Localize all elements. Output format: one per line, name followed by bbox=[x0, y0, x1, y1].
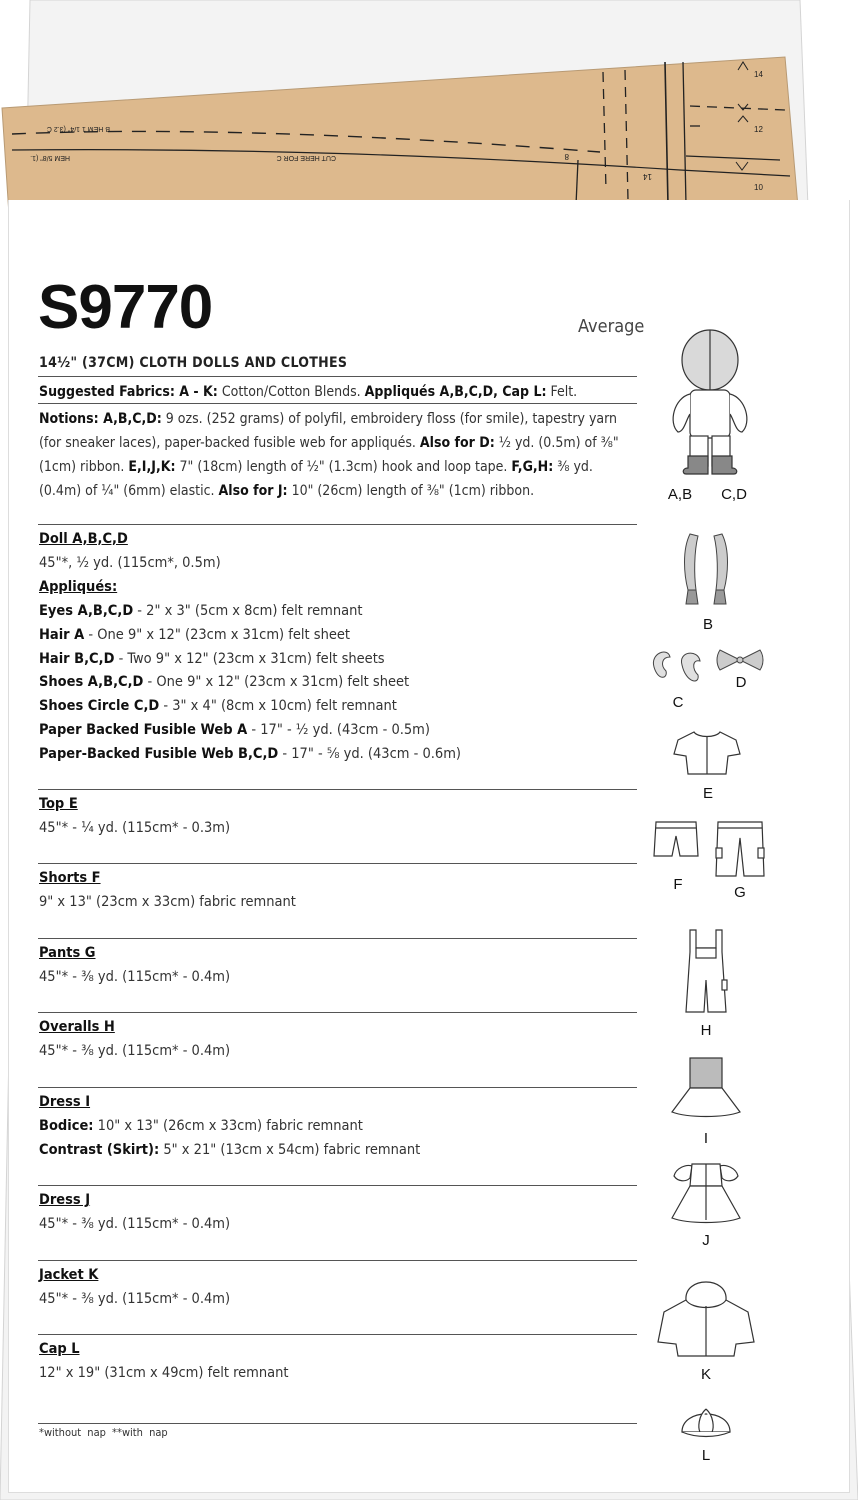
suggested-fabrics-label: Suggested Fabrics: A - K: bbox=[39, 384, 218, 400]
notions bbox=[39, 407, 629, 503]
applique-item-text: - 17" - ½ yd. (43cm - 0.5m) bbox=[247, 722, 430, 738]
appliques-heading: Appliqués: bbox=[39, 579, 118, 595]
section-heading: Pants G bbox=[39, 945, 96, 961]
illustration-label-d: D bbox=[735, 674, 747, 691]
section-heading: Jacket K bbox=[39, 1267, 99, 1283]
doll-illustration bbox=[660, 328, 760, 483]
divider bbox=[38, 863, 637, 864]
divider bbox=[38, 1260, 637, 1261]
section-line bbox=[39, 820, 230, 836]
applique-item-label: Paper Backed Fusible Web A bbox=[39, 722, 248, 738]
doll-heading: Doll A,B,C,D bbox=[39, 531, 128, 547]
divider bbox=[38, 938, 637, 939]
difficulty-label: Average bbox=[578, 316, 645, 337]
notions-text-d: ½ yd. (0.5m) of ⅜" (1cm) ribbon. bbox=[39, 435, 619, 475]
notions-label-eijk: E,I,J,K: bbox=[128, 459, 176, 475]
section-line bbox=[39, 969, 230, 985]
applique-item bbox=[39, 746, 461, 762]
section-line bbox=[39, 1142, 420, 1158]
section-heading: Shorts F bbox=[39, 870, 101, 886]
dress-i-illustration bbox=[668, 1054, 744, 1120]
notions-label-d: Also for D: bbox=[419, 435, 495, 451]
illustration-label-e: E bbox=[702, 785, 713, 802]
notions-text-eijk: 7" (18cm) length of ½" (1.3cm) hook and loop tape. bbox=[175, 459, 512, 475]
shorts-illustration bbox=[652, 818, 700, 860]
section-line-text: 45"* - ⅜ yd. (115cm* - 0.4m) bbox=[39, 1291, 231, 1307]
illustration-label-ab: A,B bbox=[667, 486, 693, 503]
doll-fabric: 45"*, ½ yd. (115cm*, 0.5m) bbox=[39, 555, 221, 571]
tissue-hem-label: HEM 5/8" (1. bbox=[30, 154, 70, 161]
appliques-fabric-text: Felt. bbox=[546, 384, 578, 400]
applique-item-label: Shoes Circle C,D bbox=[39, 698, 160, 715]
notions-label-j: Also for J: bbox=[218, 483, 288, 499]
footnote: *without nap **with nap bbox=[39, 1426, 168, 1439]
tissue-mark-10: 10 bbox=[754, 183, 763, 192]
pants-illustration bbox=[714, 818, 766, 880]
section-line bbox=[39, 894, 296, 910]
section-line-label: Contrast (Skirt): bbox=[39, 1142, 160, 1158]
applique-item-label: Paper-Backed Fusible Web B,C,D bbox=[39, 745, 279, 762]
suggested-fabrics bbox=[39, 380, 629, 404]
suggested-fabrics-text: Cotton/Cotton Blends. bbox=[217, 384, 365, 400]
applique-item bbox=[39, 627, 350, 643]
divider bbox=[38, 403, 637, 404]
section-line-text: 9" x 13" (23cm x 33cm) fabric remnant bbox=[39, 894, 296, 910]
applique-item bbox=[39, 674, 409, 690]
divider bbox=[38, 789, 637, 790]
illustration-label-j: J bbox=[702, 1232, 710, 1249]
notions-text: 9 ozs. (252 grams) of polyfil, embroidery floss (for smile), tapestry yarn (for sneaker laces), paper-backed fusible web for appliqués. bbox=[39, 411, 618, 451]
applique-item-text: - 2" x 3" (5cm x 8cm) felt remnant bbox=[133, 603, 363, 619]
section-line-text: 5" x 21" (13cm x 54cm) fabric remnant bbox=[159, 1142, 421, 1158]
section-heading: Top E bbox=[39, 796, 78, 812]
applique-item bbox=[39, 603, 362, 619]
divider bbox=[38, 1334, 637, 1335]
divider bbox=[38, 376, 637, 377]
tissue-cut-here-label: CUT HERE FOR C bbox=[276, 154, 336, 161]
applique-item-label: Eyes A,B,C,D bbox=[39, 603, 134, 619]
section-heading: Dress J bbox=[39, 1192, 91, 1208]
pattern-title: 14½" (37CM) CLOTH DOLLS AND CLOTHES bbox=[39, 355, 348, 371]
section-heading: Overalls H bbox=[39, 1019, 115, 1035]
illustration-label-cd: C,D bbox=[721, 486, 747, 503]
section-line bbox=[39, 1291, 230, 1307]
applique-item-text: - One 9" x 12" (23cm x 31cm) felt sheet bbox=[143, 674, 410, 691]
illustration-label-k: K bbox=[700, 1366, 711, 1383]
divider bbox=[38, 524, 637, 525]
top-illustration bbox=[672, 728, 742, 778]
divider bbox=[38, 1185, 637, 1186]
section-line-text: 12" x 19" (31cm x 49cm) felt remnant bbox=[39, 1365, 289, 1381]
tissue-mark-14a: 14 bbox=[754, 70, 763, 79]
braids-illustration bbox=[676, 530, 736, 610]
hair-pieces-illustration bbox=[648, 645, 708, 687]
divider bbox=[38, 1012, 637, 1013]
applique-item bbox=[39, 651, 385, 667]
applique-item-text: - Two 9" x 12" (23cm x 31cm) felt sheets bbox=[114, 650, 385, 667]
dress-j-illustration bbox=[668, 1160, 744, 1226]
illustration-label-c: C bbox=[672, 694, 684, 711]
illustration-label-l: L bbox=[701, 1447, 711, 1464]
applique-item-label: Hair B,C,D bbox=[39, 650, 115, 667]
applique-item bbox=[39, 698, 397, 714]
applique-item-text: - 17" - ⅝ yd. (43cm - 0.6m) bbox=[278, 745, 462, 762]
illustration-label-f: F bbox=[673, 876, 683, 893]
section-line-text: 45"* - ⅜ yd. (115cm* - 0.4m) bbox=[39, 1043, 231, 1059]
applique-item-text: - One 9" x 12" (23cm x 31cm) felt sheet bbox=[84, 626, 351, 643]
appliques-fabric-label: Appliqués A,B,C,D, Cap L: bbox=[364, 384, 547, 400]
section-line-text: 45"* - ¼ yd. (115cm* - 0.3m) bbox=[39, 820, 231, 836]
notions-label: Notions: A,B,C,D: bbox=[39, 411, 162, 427]
jacket-illustration bbox=[656, 1270, 756, 1360]
section-line-text: 10" x 13" (26cm x 33cm) fabric remnant bbox=[93, 1118, 363, 1134]
notions-text-fgh: ⅜ yd. (0.4m) of ¼" (6mm) elastic. bbox=[39, 459, 593, 499]
applique-item-label: Hair A bbox=[39, 626, 85, 643]
section-line-label: Bodice: bbox=[39, 1118, 94, 1134]
cap-illustration bbox=[678, 1404, 734, 1440]
divider bbox=[38, 1423, 637, 1424]
notions-text-j: 10" (26cm) length of ⅜" (1cm) ribbon. bbox=[287, 483, 535, 499]
section-line-text: 45"* - ⅜ yd. (115cm* - 0.4m) bbox=[39, 1216, 231, 1232]
overalls-illustration bbox=[676, 928, 736, 1018]
section-line bbox=[39, 1216, 230, 1232]
section-line bbox=[39, 1118, 363, 1134]
tissue-mark-14b: 14 bbox=[643, 172, 652, 181]
tissue-mark-12: 12 bbox=[754, 125, 763, 134]
tissue-mark-8: 8 bbox=[564, 152, 569, 161]
divider bbox=[38, 1087, 637, 1088]
illustration-label-i: I bbox=[703, 1130, 709, 1147]
section-line bbox=[39, 1365, 289, 1381]
illustration-label-g: G bbox=[734, 884, 746, 901]
section-line-text: 45"* - ⅜ yd. (115cm* - 0.4m) bbox=[39, 969, 231, 985]
illustration-label-b: B bbox=[702, 616, 713, 633]
notions-label-fgh: F,G,H: bbox=[511, 459, 554, 475]
tissue-hem-b-label: B HEM 1 1/4" (3.2 C bbox=[46, 125, 110, 132]
section-line bbox=[39, 1043, 230, 1059]
section-heading: Dress I bbox=[39, 1094, 91, 1110]
illustration-label-h: H bbox=[700, 1022, 712, 1039]
pattern-number: S9770 bbox=[38, 273, 213, 342]
pattern-tissue bbox=[0, 0, 858, 230]
section-heading: Cap L bbox=[39, 1341, 80, 1357]
applique-item-label: Shoes A,B,C,D bbox=[39, 674, 144, 691]
applique-item bbox=[39, 722, 430, 738]
bow-illustration bbox=[716, 648, 764, 672]
applique-item-text: - 3" x 4" (8cm x 10cm) felt remnant bbox=[159, 698, 397, 715]
